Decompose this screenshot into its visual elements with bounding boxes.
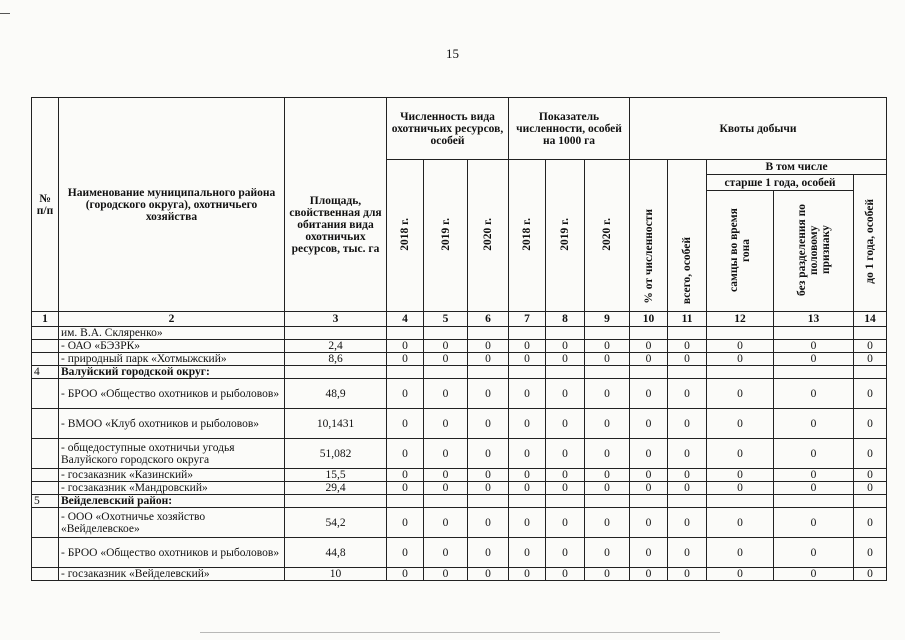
header-population: Численность вида охотничьих ресурсов, особей <box>387 98 509 160</box>
group-row <box>32 366 887 379</box>
value-cell <box>707 366 774 379</box>
value-cell: 0 <box>387 568 424 581</box>
table-row <box>32 439 887 469</box>
header-den-2019: 2019 г. <box>546 160 585 312</box>
value-cell: 0 <box>854 568 887 581</box>
value-cell: 0 <box>668 469 707 482</box>
area-cell: 29,4 <box>285 482 387 495</box>
value-cell: 0 <box>509 538 546 568</box>
column-number: 10 <box>630 312 668 327</box>
value-cell: 0 <box>546 538 585 568</box>
header-quotas: Квоты добычи <box>630 98 887 160</box>
value-cell: 0 <box>668 379 707 409</box>
area-cell <box>285 366 387 379</box>
row-number <box>32 508 59 538</box>
value-cell <box>509 366 546 379</box>
value-cell <box>468 327 509 340</box>
value-cell <box>630 366 668 379</box>
hunting-ground-name: им. В.А. Скляренко» <box>59 327 285 340</box>
value-cell: 0 <box>585 439 630 469</box>
value-cell: 0 <box>668 508 707 538</box>
district-name: Валуйский городской округ: <box>59 366 285 379</box>
value-cell: 0 <box>774 353 854 366</box>
value-cell: 0 <box>630 340 668 353</box>
value-cell: 0 <box>707 439 774 469</box>
column-number: 12 <box>707 312 774 327</box>
header-total: всего, особей <box>668 160 707 312</box>
value-cell: 0 <box>774 469 854 482</box>
value-cell: 0 <box>546 409 585 439</box>
value-cell: 0 <box>585 340 630 353</box>
hunting-ground-name: - БРОО «Общество охотников и рыболовов» <box>59 379 285 409</box>
row-number <box>32 327 59 340</box>
value-cell: 0 <box>707 508 774 538</box>
table-row <box>32 340 887 353</box>
scan-line-top <box>0 13 10 14</box>
value-cell: 0 <box>424 568 468 581</box>
value-cell: 0 <box>774 409 854 439</box>
value-cell <box>774 495 854 508</box>
value-cell: 0 <box>854 439 887 469</box>
value-cell: 0 <box>774 482 854 495</box>
value-cell: 0 <box>424 340 468 353</box>
value-cell <box>387 327 424 340</box>
value-cell: 0 <box>585 568 630 581</box>
value-cell <box>424 495 468 508</box>
value-cell <box>468 495 509 508</box>
value-cell: 0 <box>509 469 546 482</box>
value-cell: 0 <box>854 482 887 495</box>
value-cell <box>630 495 668 508</box>
value-cell: 0 <box>509 353 546 366</box>
value-cell: 0 <box>774 538 854 568</box>
value-cell <box>546 327 585 340</box>
area-cell: 10,1431 <box>285 409 387 439</box>
value-cell: 0 <box>707 568 774 581</box>
value-cell: 0 <box>468 568 509 581</box>
value-cell <box>387 366 424 379</box>
hunting-ground-name: - ОАО «БЭЗРК» <box>59 340 285 353</box>
value-cell: 0 <box>668 538 707 568</box>
row-number <box>32 340 59 353</box>
value-cell: 0 <box>387 469 424 482</box>
value-cell: 0 <box>468 409 509 439</box>
value-cell: 0 <box>546 379 585 409</box>
value-cell: 0 <box>630 482 668 495</box>
value-cell <box>585 366 630 379</box>
value-cell: 0 <box>630 508 668 538</box>
column-number: 2 <box>59 312 285 327</box>
value-cell: 0 <box>774 508 854 538</box>
row-number <box>32 353 59 366</box>
row-number: 5 <box>32 495 59 508</box>
value-cell: 0 <box>387 409 424 439</box>
row-number <box>32 409 59 439</box>
table-row <box>32 568 887 581</box>
row-number <box>32 482 59 495</box>
value-cell: 0 <box>774 340 854 353</box>
column-number: 7 <box>509 312 546 327</box>
header-area: Площадь, свойственная для обитания вида охотничьих ресурсов, тыс. га <box>285 98 387 312</box>
value-cell: 0 <box>668 409 707 439</box>
value-cell: 0 <box>509 340 546 353</box>
column-number: 9 <box>585 312 630 327</box>
value-cell: 0 <box>630 379 668 409</box>
row-number: 4 <box>32 366 59 379</box>
value-cell: 0 <box>585 353 630 366</box>
value-cell: 0 <box>774 439 854 469</box>
value-cell: 0 <box>424 409 468 439</box>
group-row <box>32 495 887 508</box>
area-cell: 8,6 <box>285 353 387 366</box>
value-cell: 0 <box>468 508 509 538</box>
value-cell: 0 <box>585 469 630 482</box>
value-cell: 0 <box>424 508 468 538</box>
value-cell: 0 <box>854 409 887 439</box>
value-cell: 0 <box>468 482 509 495</box>
value-cell: 0 <box>630 568 668 581</box>
value-cell <box>668 327 707 340</box>
value-cell: 0 <box>585 508 630 538</box>
hunting-ground-name: - госзаказник «Мандровский» <box>59 482 285 495</box>
value-cell: 0 <box>585 482 630 495</box>
header-young: до 1 года, особей <box>854 175 887 312</box>
value-cell: 0 <box>387 340 424 353</box>
value-cell: 0 <box>668 482 707 495</box>
value-cell: 0 <box>774 568 854 581</box>
header-no-sex: без разделения по половому признаку <box>774 191 854 312</box>
row-number <box>32 379 59 409</box>
value-cell <box>585 327 630 340</box>
value-cell: 0 <box>468 353 509 366</box>
value-cell: 0 <box>424 353 468 366</box>
hunting-ground-name: - общедоступные охотничьи угодья Валуйского городского округа <box>59 439 285 469</box>
column-number: 8 <box>546 312 585 327</box>
value-cell <box>509 327 546 340</box>
value-cell <box>630 327 668 340</box>
value-cell: 0 <box>668 568 707 581</box>
row-number <box>32 568 59 581</box>
value-cell <box>668 495 707 508</box>
value-cell <box>854 366 887 379</box>
value-cell: 0 <box>707 379 774 409</box>
hunting-ground-name: - ВМОО «Клуб охотников и рыболовов» <box>59 409 285 439</box>
value-cell: 0 <box>707 538 774 568</box>
value-cell: 0 <box>707 353 774 366</box>
table-row <box>32 508 887 538</box>
value-cell: 0 <box>509 439 546 469</box>
value-cell: 0 <box>468 469 509 482</box>
value-cell: 0 <box>854 353 887 366</box>
table-row <box>32 538 887 568</box>
value-cell: 0 <box>387 508 424 538</box>
value-cell <box>774 366 854 379</box>
value-cell: 0 <box>546 439 585 469</box>
area-cell: 15,5 <box>285 469 387 482</box>
value-cell: 0 <box>668 340 707 353</box>
value-cell: 0 <box>854 469 887 482</box>
value-cell: 0 <box>468 340 509 353</box>
value-cell: 0 <box>387 538 424 568</box>
value-cell: 0 <box>774 379 854 409</box>
value-cell: 0 <box>854 340 887 353</box>
hunting-ground-name: - ООО «Охотничье хозяйство «Вейделевское» <box>59 508 285 538</box>
column-number: 6 <box>468 312 509 327</box>
table-row <box>32 353 887 366</box>
value-cell: 0 <box>424 439 468 469</box>
value-cell: 0 <box>707 340 774 353</box>
value-cell <box>424 366 468 379</box>
area-cell: 2,4 <box>285 340 387 353</box>
table-row <box>32 409 887 439</box>
table-row <box>32 469 887 482</box>
column-number-row <box>32 312 887 327</box>
value-cell: 0 <box>387 353 424 366</box>
value-cell: 0 <box>668 353 707 366</box>
column-number: 1 <box>32 312 59 327</box>
table-row <box>32 327 887 340</box>
value-cell <box>707 495 774 508</box>
value-cell: 0 <box>630 409 668 439</box>
value-cell: 0 <box>509 508 546 538</box>
value-cell <box>424 327 468 340</box>
value-cell: 0 <box>546 340 585 353</box>
value-cell: 0 <box>707 482 774 495</box>
column-number: 13 <box>774 312 854 327</box>
header-pct: % от численности <box>630 160 668 312</box>
value-cell: 0 <box>468 538 509 568</box>
value-cell: 0 <box>707 469 774 482</box>
row-number <box>32 439 59 469</box>
header-pop-2020: 2020 г. <box>468 160 509 312</box>
value-cell: 0 <box>424 538 468 568</box>
value-cell: 0 <box>630 353 668 366</box>
value-cell: 0 <box>707 409 774 439</box>
column-number: 4 <box>387 312 424 327</box>
value-cell: 0 <box>509 482 546 495</box>
value-cell: 0 <box>387 379 424 409</box>
value-cell: 0 <box>546 482 585 495</box>
value-cell <box>854 327 887 340</box>
value-cell: 0 <box>854 538 887 568</box>
value-cell: 0 <box>546 508 585 538</box>
value-cell <box>707 327 774 340</box>
value-cell: 0 <box>585 379 630 409</box>
header-males: самцы во время гона <box>707 191 774 312</box>
header-den-2018: 2018 г. <box>509 160 546 312</box>
value-cell: 0 <box>630 538 668 568</box>
hunting-ground-name: - природный парк «Хотмыжский» <box>59 353 285 366</box>
area-cell: 54,2 <box>285 508 387 538</box>
column-number: 14 <box>854 312 887 327</box>
value-cell: 0 <box>585 538 630 568</box>
value-cell: 0 <box>468 439 509 469</box>
value-cell: 0 <box>854 379 887 409</box>
value-cell: 0 <box>668 439 707 469</box>
value-cell <box>668 366 707 379</box>
value-cell: 0 <box>854 508 887 538</box>
value-cell: 0 <box>546 568 585 581</box>
header-pop-2019: 2019 г. <box>424 160 468 312</box>
value-cell: 0 <box>585 409 630 439</box>
hunting-ground-name: - госзаказник «Казинский» <box>59 469 285 482</box>
value-cell: 0 <box>468 379 509 409</box>
column-number: 3 <box>285 312 387 327</box>
header-including: В том числе <box>707 160 887 175</box>
header-density: Показатель численности, особей на 1000 га <box>509 98 630 160</box>
column-number: 11 <box>668 312 707 327</box>
column-number: 5 <box>424 312 468 327</box>
table-body <box>32 327 887 581</box>
value-cell <box>468 366 509 379</box>
area-cell: 10 <box>285 568 387 581</box>
value-cell: 0 <box>387 439 424 469</box>
hunting-ground-name: - БРОО «Общество охотников и рыболовов» <box>59 538 285 568</box>
value-cell: 0 <box>509 568 546 581</box>
value-cell <box>774 327 854 340</box>
value-cell <box>387 495 424 508</box>
header-no: № п/п <box>32 98 59 312</box>
value-cell: 0 <box>630 439 668 469</box>
value-cell <box>546 495 585 508</box>
value-cell: 0 <box>424 379 468 409</box>
value-cell: 0 <box>387 482 424 495</box>
value-cell: 0 <box>424 482 468 495</box>
area-cell <box>285 327 387 340</box>
value-cell <box>546 366 585 379</box>
area-cell: 48,9 <box>285 379 387 409</box>
row-number <box>32 469 59 482</box>
value-cell: 0 <box>546 353 585 366</box>
header-name: Наименование муниципального района (городского округа), охотничьего хозяйства <box>59 98 285 312</box>
table-row <box>32 379 887 409</box>
header-older: старше 1 года, особей <box>707 175 854 191</box>
header-den-2020: 2020 г. <box>585 160 630 312</box>
value-cell <box>854 495 887 508</box>
scan-line-bottom <box>200 632 720 633</box>
area-cell: 51,082 <box>285 439 387 469</box>
hunting-ground-name: - госзаказник «Вейделевский» <box>59 568 285 581</box>
value-cell: 0 <box>546 469 585 482</box>
value-cell: 0 <box>424 469 468 482</box>
value-cell <box>509 495 546 508</box>
row-number <box>32 538 59 568</box>
area-cell: 44,8 <box>285 538 387 568</box>
hunting-quota-table <box>31 97 887 581</box>
table-row <box>32 482 887 495</box>
area-cell <box>285 495 387 508</box>
value-cell: 0 <box>630 469 668 482</box>
value-cell <box>585 495 630 508</box>
district-name: Вейделевский район: <box>59 495 285 508</box>
value-cell: 0 <box>509 379 546 409</box>
header-pop-2018: 2018 г. <box>387 160 424 312</box>
page-number: 15 <box>446 46 459 61</box>
value-cell: 0 <box>509 409 546 439</box>
